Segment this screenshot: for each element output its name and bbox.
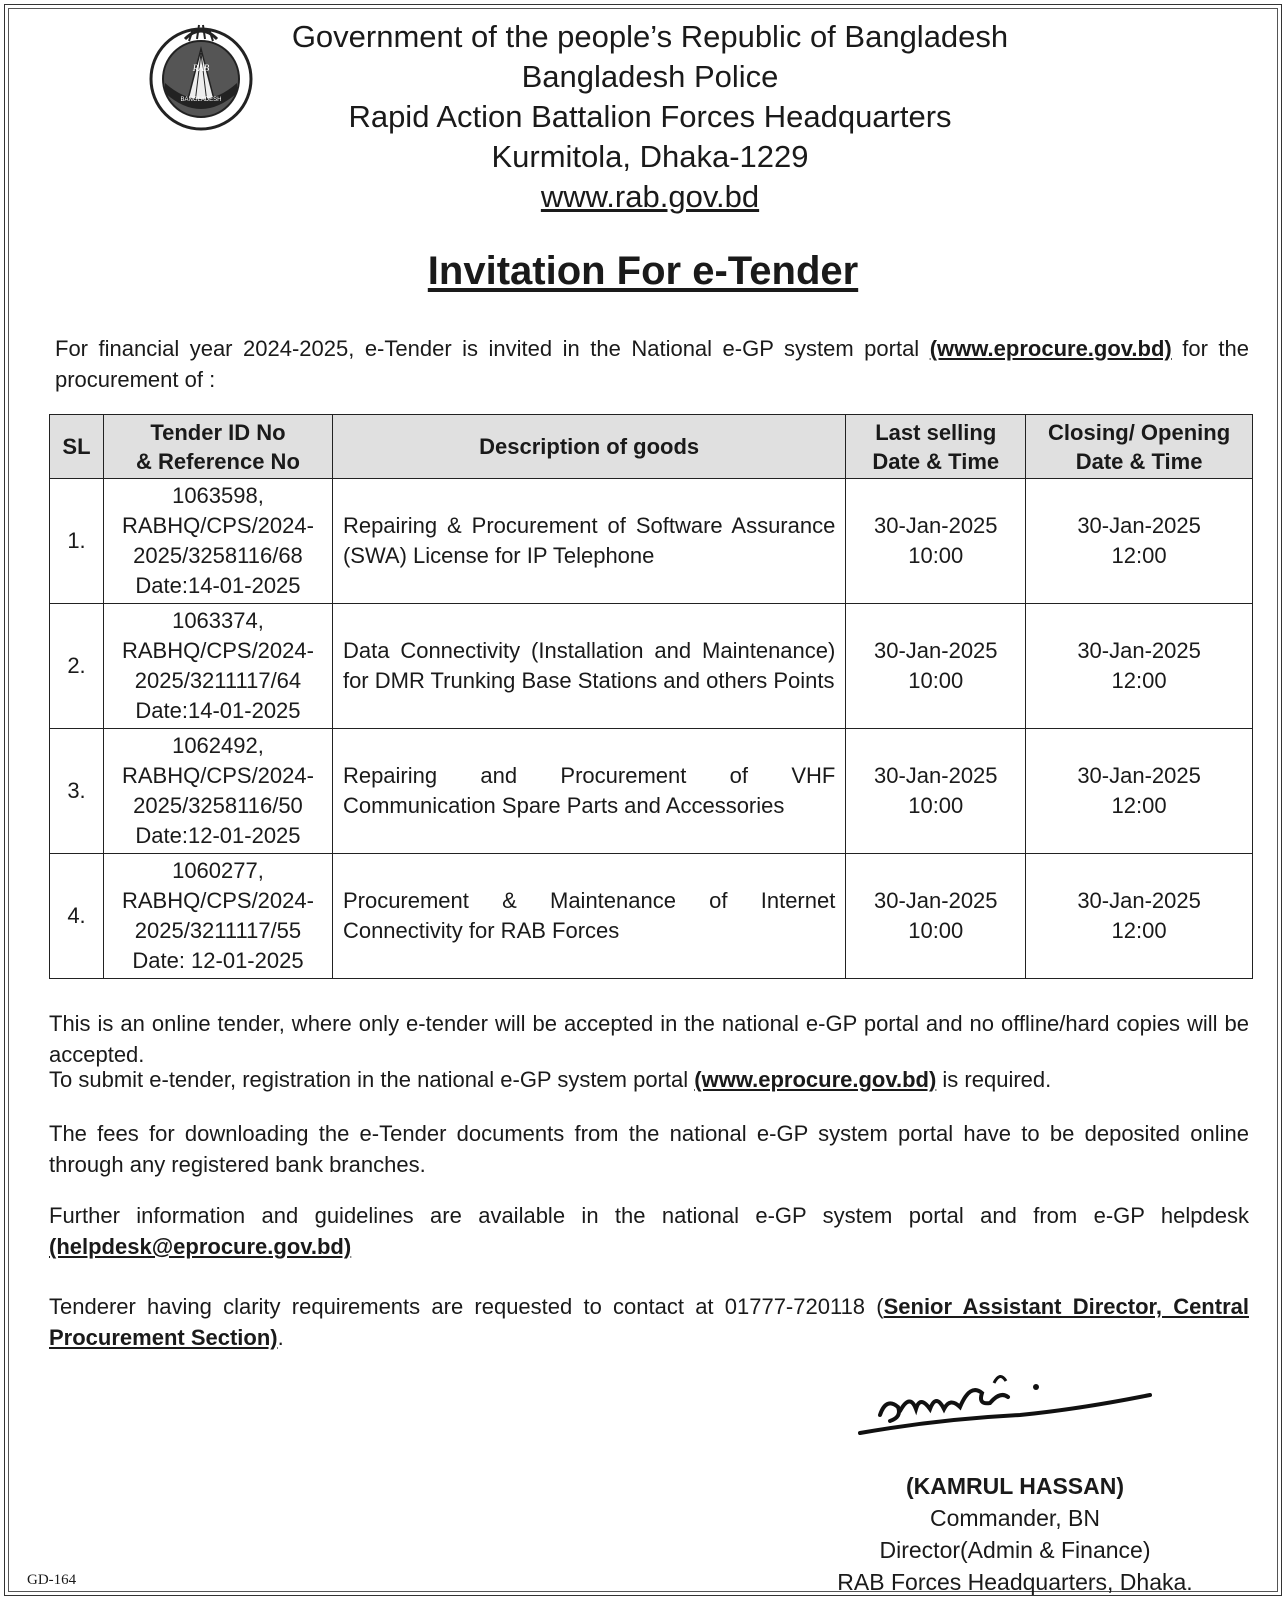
handwritten-signature [850,1353,1170,1453]
table-row [50,479,1253,604]
table-row [50,729,1253,854]
row-last-selling: 30-Jan-2025 10:00 [846,479,1026,604]
further-info-paragraph: Further information and guidelines are available in the national e-GP system portal and from e-GP helpdesk (helpdesk@eprocure.gov.bd) [49,1203,1249,1259]
row-sl: 2. [50,604,104,729]
row-tender-ref: 1060277, RABHQ/CPS/2024- 2025/3211117/55 Date: 12-01-2025 [103,854,332,979]
table-row [50,604,1253,729]
table-header-row [50,415,1253,479]
row-last-selling: 30-Jan-2025 10:00 [846,854,1026,979]
header-police: Bangladesh Police [521,59,779,94]
row-description: Repairing and Procurement of VHF Communication Spare Parts and Accessories [332,729,845,854]
row-tender-ref: 1063374, RABHQ/CPS/2024- 2025/3211117/64 Date:14-01-2025 [103,604,332,729]
header-last-selling: Last selling Date & Time [846,415,1026,479]
online-tender-paragraph: This is an online tender, where only e-tender will be accepted in the national e-GP portal and no offline/hard copies will be accepted. [49,1011,1249,1067]
footer-code: GD-164 [27,1572,77,1588]
row-description: Procurement & Maintenance of Internet Connectivity for RAB Forces [332,854,845,979]
row-description: Data Connectivity (Installation and Maintenance) for DMR Trunking Base Stations and others Points [332,604,845,729]
rab-emblem-logo [145,19,257,131]
header-closing-opening: Closing/ Opening Date & Time [1026,415,1253,479]
header-rab-hq: Rapid Action Battalion Forces Headquarters [348,99,952,134]
tender-table [49,414,1253,979]
fees-paragraph: The fees for downloading the e-Tender documents from the national e-GP system portal have to be deposited online through any registered bank branches. [49,1121,1249,1177]
row-closing-opening: 30-Jan-2025 12:00 [1026,604,1253,729]
row-sl: 1. [50,479,104,604]
row-sl: 3. [50,729,104,854]
row-tender-ref: 1062492, RABHQ/CPS/2024- 2025/3258116/50 Date:12-01-2025 [103,729,332,854]
row-closing-opening: 30-Jan-2025 12:00 [1026,729,1253,854]
header-sl: SL [50,415,104,479]
eprocure-link[interactable]: (www.eprocure.gov.bd) [929,336,1172,361]
header-address: Kurmitola, Dhaka-1229 [491,139,809,174]
header-tender-id: Tender ID No & Reference No [103,415,332,479]
row-sl: 4. [50,854,104,979]
row-last-selling: 30-Jan-2025 10:00 [846,729,1026,854]
row-closing-opening: 30-Jan-2025 12:00 [1026,854,1253,979]
contact-paragraph: Tenderer having clarity requirements are requested to contact at 01777-720118 (Senior Assistant Director, Central Procurement Section). [49,1294,1249,1350]
table-row [50,854,1253,979]
contact-designation: Senior Assistant Director, Central Procurement Section) [49,1294,1249,1350]
header-government: Government of the people’s Republic of Bangladesh [291,19,1009,54]
svg-text:BANGLADESH: BANGLADESH [180,97,222,103]
signatory-office: RAB Forces Headquarters, Dhaka. [837,1569,1193,1595]
registration-paragraph: To submit e-tender, registration in the national e-GP system portal (www.eprocure.gov.bd) is required. [49,1067,1052,1092]
row-closing-opening: 30-Jan-2025 12:00 [1026,479,1253,604]
header-description: Description of goods [332,415,845,479]
letterhead [255,17,1045,217]
header-website-link[interactable]: www.rab.gov.bd [540,179,760,214]
tender-notice-page [4,4,1282,1596]
signatory-block [785,1470,1245,1598]
eprocure-registration-link[interactable]: (www.eprocure.gov.bd) [694,1067,937,1092]
svg-text:RAB: RAB [192,63,210,73]
signatory-rank: Commander, BN [929,1505,1100,1531]
signatory-name: (KAMRUL HASSAN) [905,1473,1125,1499]
signatory-designation: Director(Admin & Finance) [879,1537,1151,1563]
helpdesk-email-link[interactable]: (helpdesk@eprocure.gov.bd) [49,1234,352,1259]
intro-paragraph: For financial year 2024-2025, e-Tender is invited in the National e-GP system portal (www.eprocure.gov.bd) for the procurement of : [55,336,1249,392]
row-tender-ref: 1063598, RABHQ/CPS/2024- 2025/3258116/68 Date:14-01-2025 [103,479,332,604]
notice-title: Invitation For e-Tender [427,249,859,293]
row-last-selling: 30-Jan-2025 10:00 [846,604,1026,729]
row-description: Repairing & Procurement of Software Assurance (SWA) License for IP Telephone [332,479,845,604]
